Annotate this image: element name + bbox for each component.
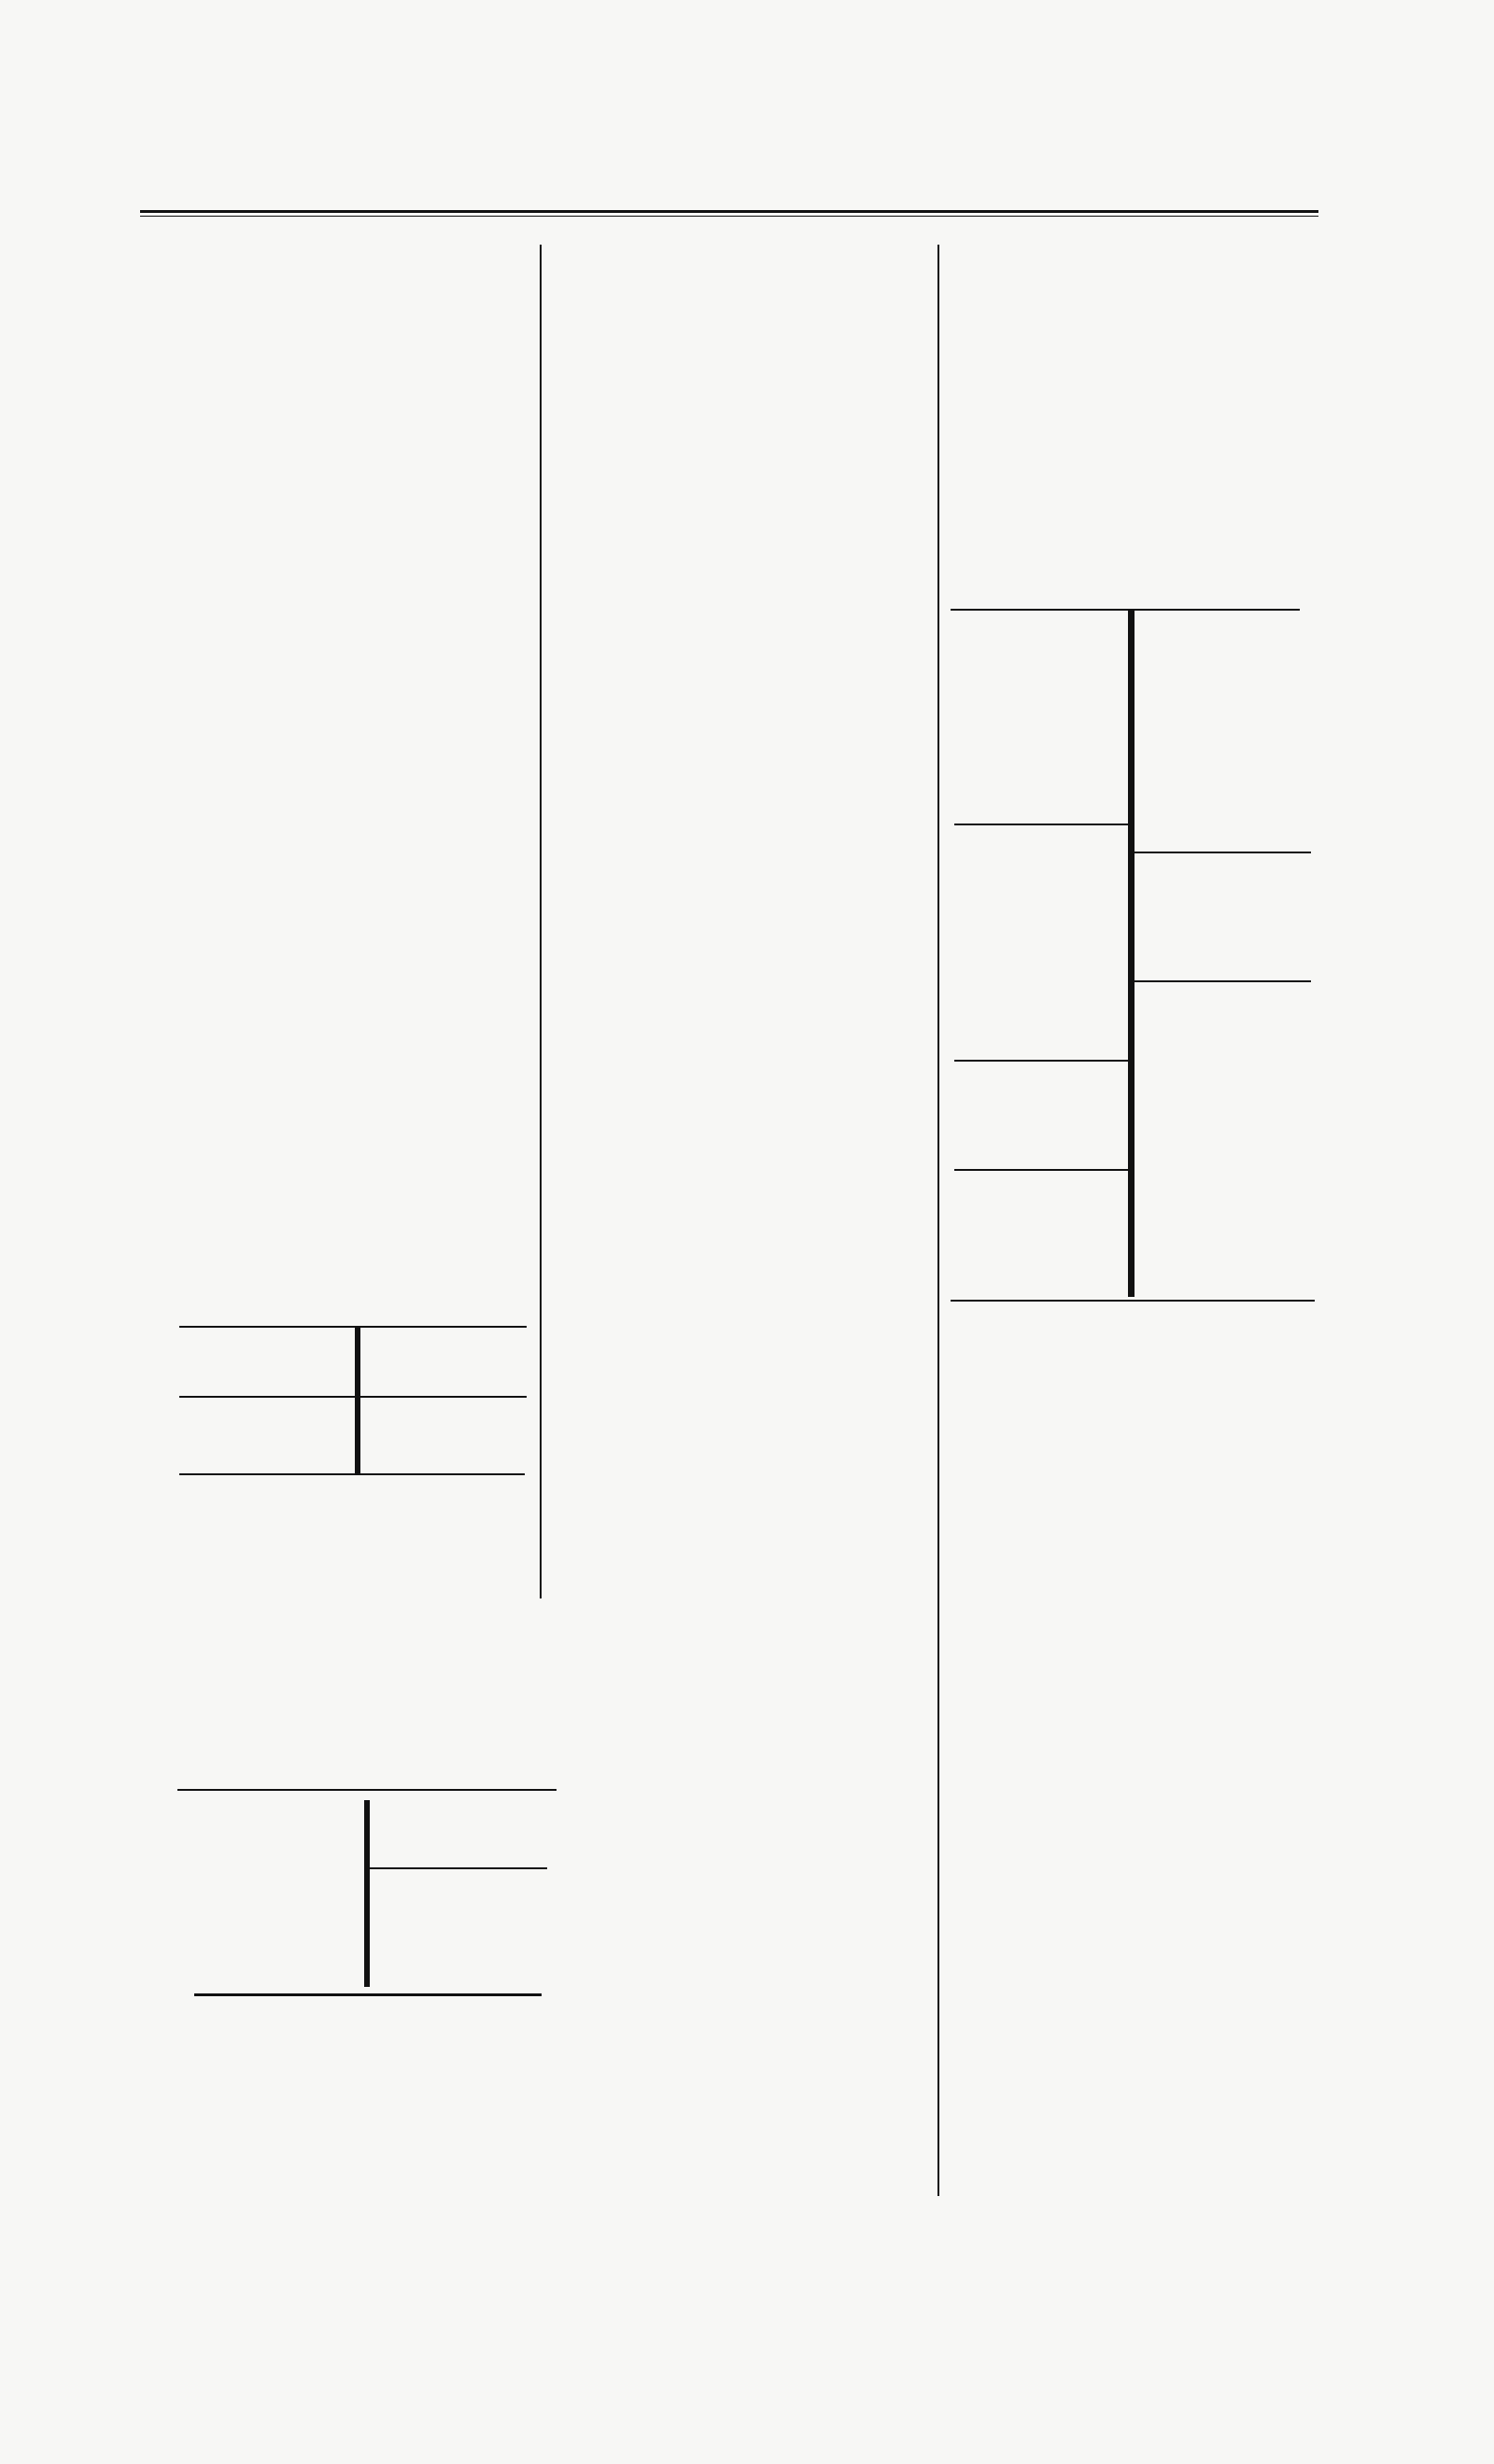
- list-item: [138, 414, 540, 447]
- street-line: [1134, 980, 1311, 982]
- list-item: [557, 1200, 939, 1233]
- list-item: [557, 567, 939, 600]
- street-line: [954, 1169, 1128, 1171]
- list-item: [557, 2033, 939, 2066]
- list-item: [557, 1000, 939, 1034]
- list-item: [557, 1066, 939, 1100]
- list-item: [138, 447, 540, 481]
- list-item: [557, 833, 939, 866]
- street-line: [179, 1396, 527, 1398]
- list-item: [138, 847, 540, 880]
- list-item: [138, 281, 540, 315]
- list-item: [138, 714, 540, 748]
- column-2-entries: [557, 233, 939, 2200]
- list-item: [138, 814, 540, 848]
- list-item: [557, 467, 939, 500]
- street-line: [179, 1473, 525, 1475]
- list-item: [557, 1333, 939, 1367]
- list-item: [138, 781, 540, 814]
- street-vertical: [1128, 611, 1135, 1297]
- street-line: [194, 1993, 542, 1996]
- list-item: [138, 1080, 540, 1114]
- list-item: [557, 333, 939, 367]
- list-item: [557, 1466, 939, 1500]
- list-item: [557, 667, 939, 700]
- list-item: [557, 1400, 939, 1433]
- list-item: [138, 314, 540, 347]
- list-item: [557, 800, 939, 834]
- list-item: [557, 1366, 939, 1400]
- list-item: [557, 1300, 939, 1333]
- list-item: [138, 514, 540, 548]
- street-line: [177, 1789, 557, 1791]
- list-item: [557, 1567, 939, 1600]
- street-line: [179, 1326, 527, 1328]
- list-item: [557, 1667, 939, 1700]
- list-item: [557, 1767, 939, 1800]
- list-item: [138, 1148, 540, 1181]
- street-line: [1134, 852, 1311, 853]
- list-item: [138, 914, 540, 948]
- brookstrasse-entries: [138, 247, 540, 1180]
- list-item: [557, 1034, 939, 1067]
- list-item: [557, 1433, 939, 1467]
- list-item: [138, 1048, 540, 1081]
- list-item: [138, 1561, 540, 1595]
- list-item: [557, 900, 939, 934]
- list-item: [138, 347, 540, 381]
- list-item: [557, 1733, 939, 1767]
- list-item: [138, 581, 540, 614]
- list-item: [138, 747, 540, 781]
- list-item: [138, 880, 540, 914]
- list-item: [138, 1528, 540, 1561]
- list-item: [557, 400, 939, 433]
- list-item: [557, 533, 939, 567]
- list-item: [557, 300, 939, 333]
- list-item: [138, 2045, 540, 2078]
- list-item: [138, 481, 540, 514]
- header-rule-thin: [140, 216, 1318, 217]
- brunsstrasse-entries: [138, 2045, 540, 2211]
- street-vertical: [364, 1800, 370, 1987]
- list-item: [557, 600, 939, 634]
- list-item: [138, 547, 540, 581]
- street-line: [954, 824, 1128, 825]
- list-item: [138, 647, 540, 681]
- list-item: [557, 1866, 939, 1900]
- list-item: [557, 1633, 939, 1667]
- list-item: [557, 2166, 939, 2200]
- list-item: [557, 1899, 939, 1933]
- list-item: [557, 1966, 939, 2000]
- list-item: [138, 2111, 540, 2145]
- list-item: [557, 1833, 939, 1866]
- list-item: [557, 700, 939, 734]
- list-item: [557, 933, 939, 966]
- list-item: [557, 1266, 939, 1300]
- list-item: [557, 267, 939, 301]
- list-item: [138, 381, 540, 415]
- list-item: [138, 247, 540, 281]
- list-item: [557, 233, 939, 267]
- list-item: [557, 500, 939, 534]
- list-item: [557, 1133, 939, 1167]
- list-item: [557, 966, 939, 1000]
- list-item: [138, 681, 540, 714]
- street-vertical: [355, 1328, 360, 1473]
- list-item: [557, 1500, 939, 1533]
- list-item: [138, 2145, 540, 2178]
- list-item: [557, 1599, 939, 1633]
- list-item: [557, 2100, 939, 2133]
- list-item: [557, 1999, 939, 2033]
- brunnenstrasse-entries: [138, 1528, 540, 1594]
- list-item: [557, 1233, 939, 1267]
- list-item: [138, 1114, 540, 1148]
- list-item: [557, 866, 939, 900]
- list-item: [138, 980, 540, 1014]
- street-line: [951, 609, 1300, 611]
- header-rule: [140, 210, 1318, 213]
- list-item: [557, 1100, 939, 1133]
- list-item: [557, 433, 939, 467]
- list-item: [557, 367, 939, 401]
- list-item: [557, 767, 939, 800]
- column-divider-1: [540, 245, 542, 1598]
- list-item: [557, 1933, 939, 1966]
- street-line: [954, 1060, 1128, 1062]
- list-item: [557, 1799, 939, 1833]
- list-item: [557, 2066, 939, 2100]
- list-item: [557, 1533, 939, 1567]
- list-item: [138, 1014, 540, 1048]
- list-item: [557, 1699, 939, 1733]
- list-item: [557, 1166, 939, 1200]
- list-item: [557, 2133, 939, 2166]
- list-item: [138, 2178, 540, 2212]
- list-item: [138, 2078, 540, 2112]
- street-line: [951, 1300, 1315, 1302]
- list-item: [138, 614, 540, 648]
- list-item: [138, 947, 540, 980]
- list-item: [557, 633, 939, 667]
- list-item: [557, 733, 939, 767]
- street-line: [370, 1867, 547, 1869]
